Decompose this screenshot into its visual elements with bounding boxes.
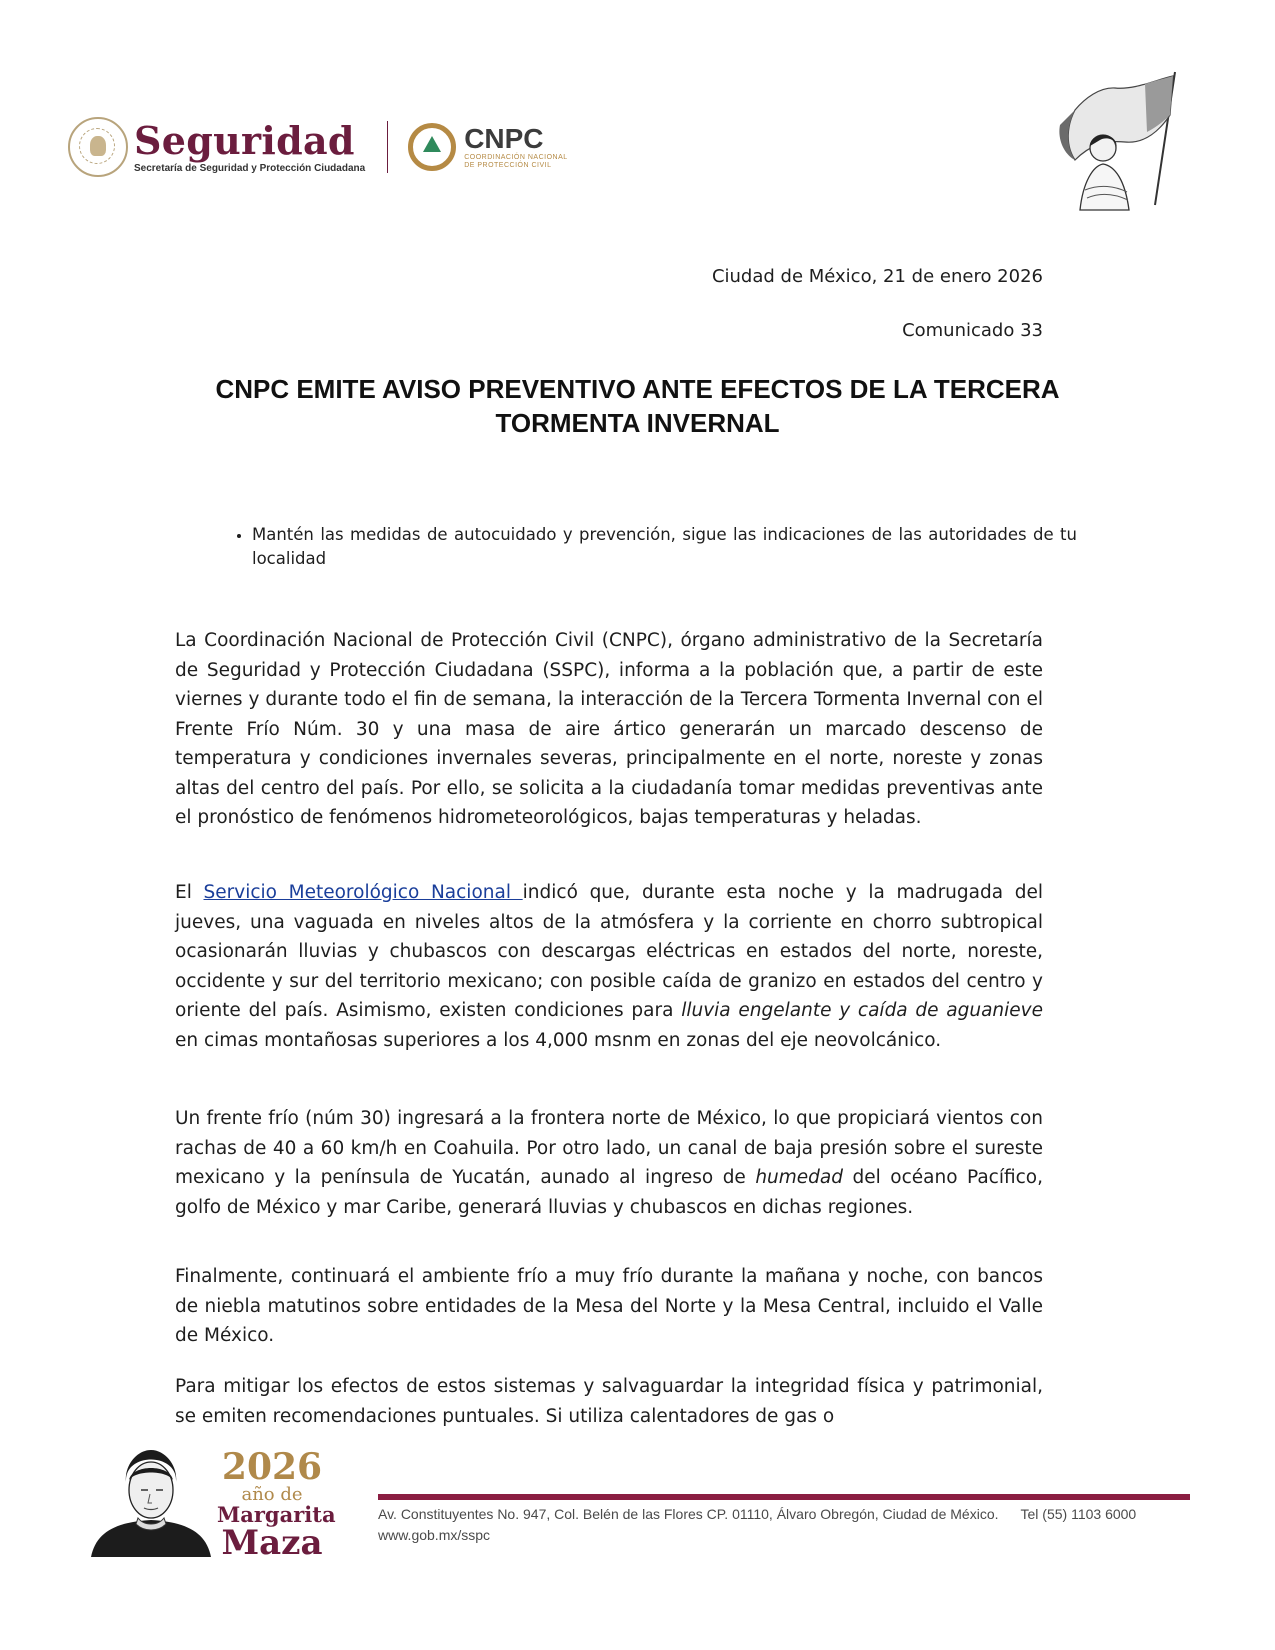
year-subtitle: año de <box>241 1484 303 1505</box>
paragraph-2-text: indicó que, durante esta noche y la madrugada del jueves, una vaguada en niveles altos de la atmósfera y la corriente en chorro subtropical ocasionarán lluvias y chubascos con descargas eléctricas en estados del norte, noreste, occidente y sur del territorio mexicano; con posible caída de granizo en estados del centro y oriente del país. Asimismo, existen condiciones para <box>175 882 1044 1021</box>
highlight-item: • Mantén las medidas de autocuidado y prevención, sigue las indicaciones de las autoridades de tu localidad <box>252 523 1077 571</box>
letterhead <box>68 112 574 182</box>
highlight-list <box>218 523 1077 571</box>
cnpc-title: CNPC <box>464 123 544 154</box>
paragraph-2-text: en cimas montañosas superiores a los 4,000 msnm en zonas del eje neovolcánico. <box>175 1029 942 1051</box>
footer-rule <box>378 1494 1190 1500</box>
seguridad-logo <box>134 117 366 174</box>
footer-phone: Tel (55) 1103 6000 <box>1020 1506 1137 1522</box>
footer-address-text: Av. Constituyentes No. 947, Col. Belén de las Flores CP. 01110, Álvaro Obregón, Ciudad de México. <box>378 1506 999 1522</box>
paragraph-2 <box>175 878 1043 1055</box>
cnpc-subtitle: COORDINACIÓN NACIONAL DE PROTECCIÓN CIVIL <box>464 154 568 169</box>
paragraph-4: Finalmente, continuará el ambiente frío a muy frío durante la mañana y noche, con bancos de niebla matutinos sobre entidades de la Mesa del Norte y la Mesa Central, incluido el Valle de México. <box>175 1266 1043 1346</box>
document-dateline: Ciudad de México, 21 de enero 2026 <box>711 266 1043 287</box>
paragraph-3-emphasis: humedad <box>755 1167 843 1188</box>
national-seal-icon <box>68 117 128 177</box>
footer-url: www.gob.mx/sspc <box>378 1527 491 1543</box>
paragraph-5: Para mitigar los efectos de estos sistemas y salvaguardar la integridad física y patrimonial, se emiten recomendaciones puntuales. Si utiliza calentadores de gas o <box>175 1376 1043 1427</box>
year-number: 2026 <box>221 1446 323 1488</box>
seguridad-title: Seguridad <box>134 117 355 163</box>
paragraph-3 <box>175 1104 1043 1222</box>
header-divider <box>387 121 388 173</box>
year-name-first: Margarita <box>217 1502 336 1527</box>
margarita-maza-portrait <box>86 1442 216 1557</box>
paragraph-3-text: Un frente frío (núm 30) ingresará a la frontera norte de México, lo que propiciará vientos con rachas de 40 a 60 km/h en Coahuila. Por otro lado, un canal de baja presión sobre el sureste mexicano y la península de Yucatán, aunado al ingreso de <box>175 1108 1043 1188</box>
paragraph-2-text: El <box>175 882 204 903</box>
communique-number: Comunicado 33 <box>902 320 1043 341</box>
smn-link[interactable]: Servicio Meteorológico Nacional <box>203 882 523 903</box>
footer-address <box>378 1506 1136 1522</box>
heroine-with-flag-illustration <box>1045 70 1195 215</box>
year-name-last: Maza <box>221 1523 323 1563</box>
document-headline: CNPC EMITE AVISO PREVENTIVO ANTE EFECTOS DE LA TERCERA TORMENTA INVERNAL <box>215 374 1060 438</box>
paragraph-1: La Coordinación Nacional de Protección Civil (CNPC), órgano administrativo de la Secretaría de Seguridad y Protección Ciudadana (SSPC), informa a la población que, a partir de este viernes y durante todo el fin de semana, la interacción de la Tercera Tormenta Invernal con el Frente Frío Núm. 30 y una masa de aire ártico generarán un marcado descenso de temperatura y condiciones invernales severas, principalmente en el norte, noreste y zonas altas del centro del país. Por ello, se solicita a la ciudadanía tomar medidas preventivas ante el pronóstico de fenómenos hidrometeorológicos, bajas temperaturas y heladas. <box>175 630 1043 828</box>
year-of-margarita-maza-logo <box>217 1446 336 1563</box>
paragraph-3-text: del océano Pacífico, golfo de México y mar Caribe, generará lluvias y chubascos en dichas regiones. <box>175 1167 1043 1218</box>
cnpc-logo <box>464 124 574 170</box>
seguridad-subtitle: Secretaría de Seguridad y Protección Ciudadana <box>134 162 366 174</box>
paragraph-2-emphasis: lluvia engelante y caída de aguanieve <box>681 1000 1043 1021</box>
cnpc-emblem-icon <box>408 123 456 171</box>
